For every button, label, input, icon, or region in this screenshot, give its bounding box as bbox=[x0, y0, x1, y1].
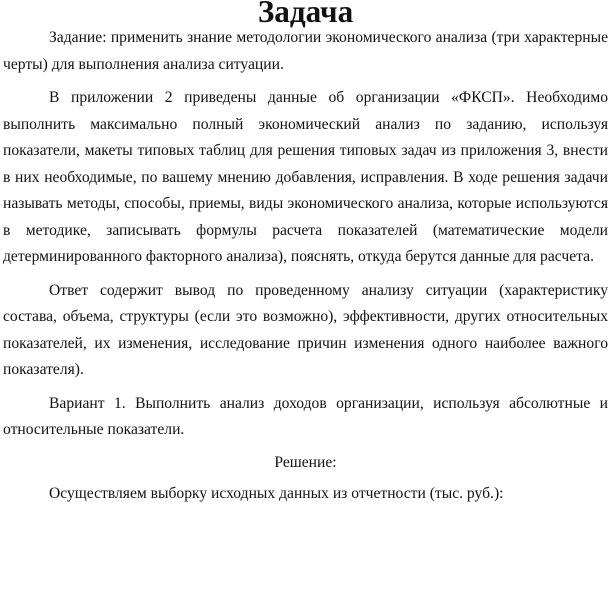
answer-paragraph: Ответ содержит вывод по проведенному анализу ситуации (характеристику состава, объема, структуры (если это возможно), эффективности, других относительных показателей, их изменения, исследование причин изменения одного наиболее важного показателя). bbox=[3, 281, 608, 378]
variant-paragraph: Вариант 1. Выполнить анализ доходов организации, используя абсолютные и относительные показатели. bbox=[3, 394, 608, 438]
solution-heading: Решение: bbox=[274, 453, 337, 471]
solution-paragraph: Осуществляем выборку исходных данных из отчетности (тыс. руб.): bbox=[49, 485, 504, 502]
appendix-paragraph: В приложении 2 приведены данные об организации «ФКСП». Необходимо выполнить максимально полный экономический анализ по заданию, используя показатели, макеты типовых таблиц для решения типовых задач из приложения 3, внести в них необходимые, по вашему мнению добавления, исправления. В ходе решения задачи называть методы, способы, приемы, виды экономического анализа, которые используются в методике, записывать формулы расчета показателей (математические модели детерминированного факторного анализа), пояснять, откуда берутся данные для расчета. bbox=[3, 89, 608, 265]
document-title: Задача bbox=[257, 0, 354, 29]
task-paragraph: Задание: применить знание методологии экономического анализа (три характерные черты) для выполнения анализа ситуации. bbox=[3, 29, 608, 73]
